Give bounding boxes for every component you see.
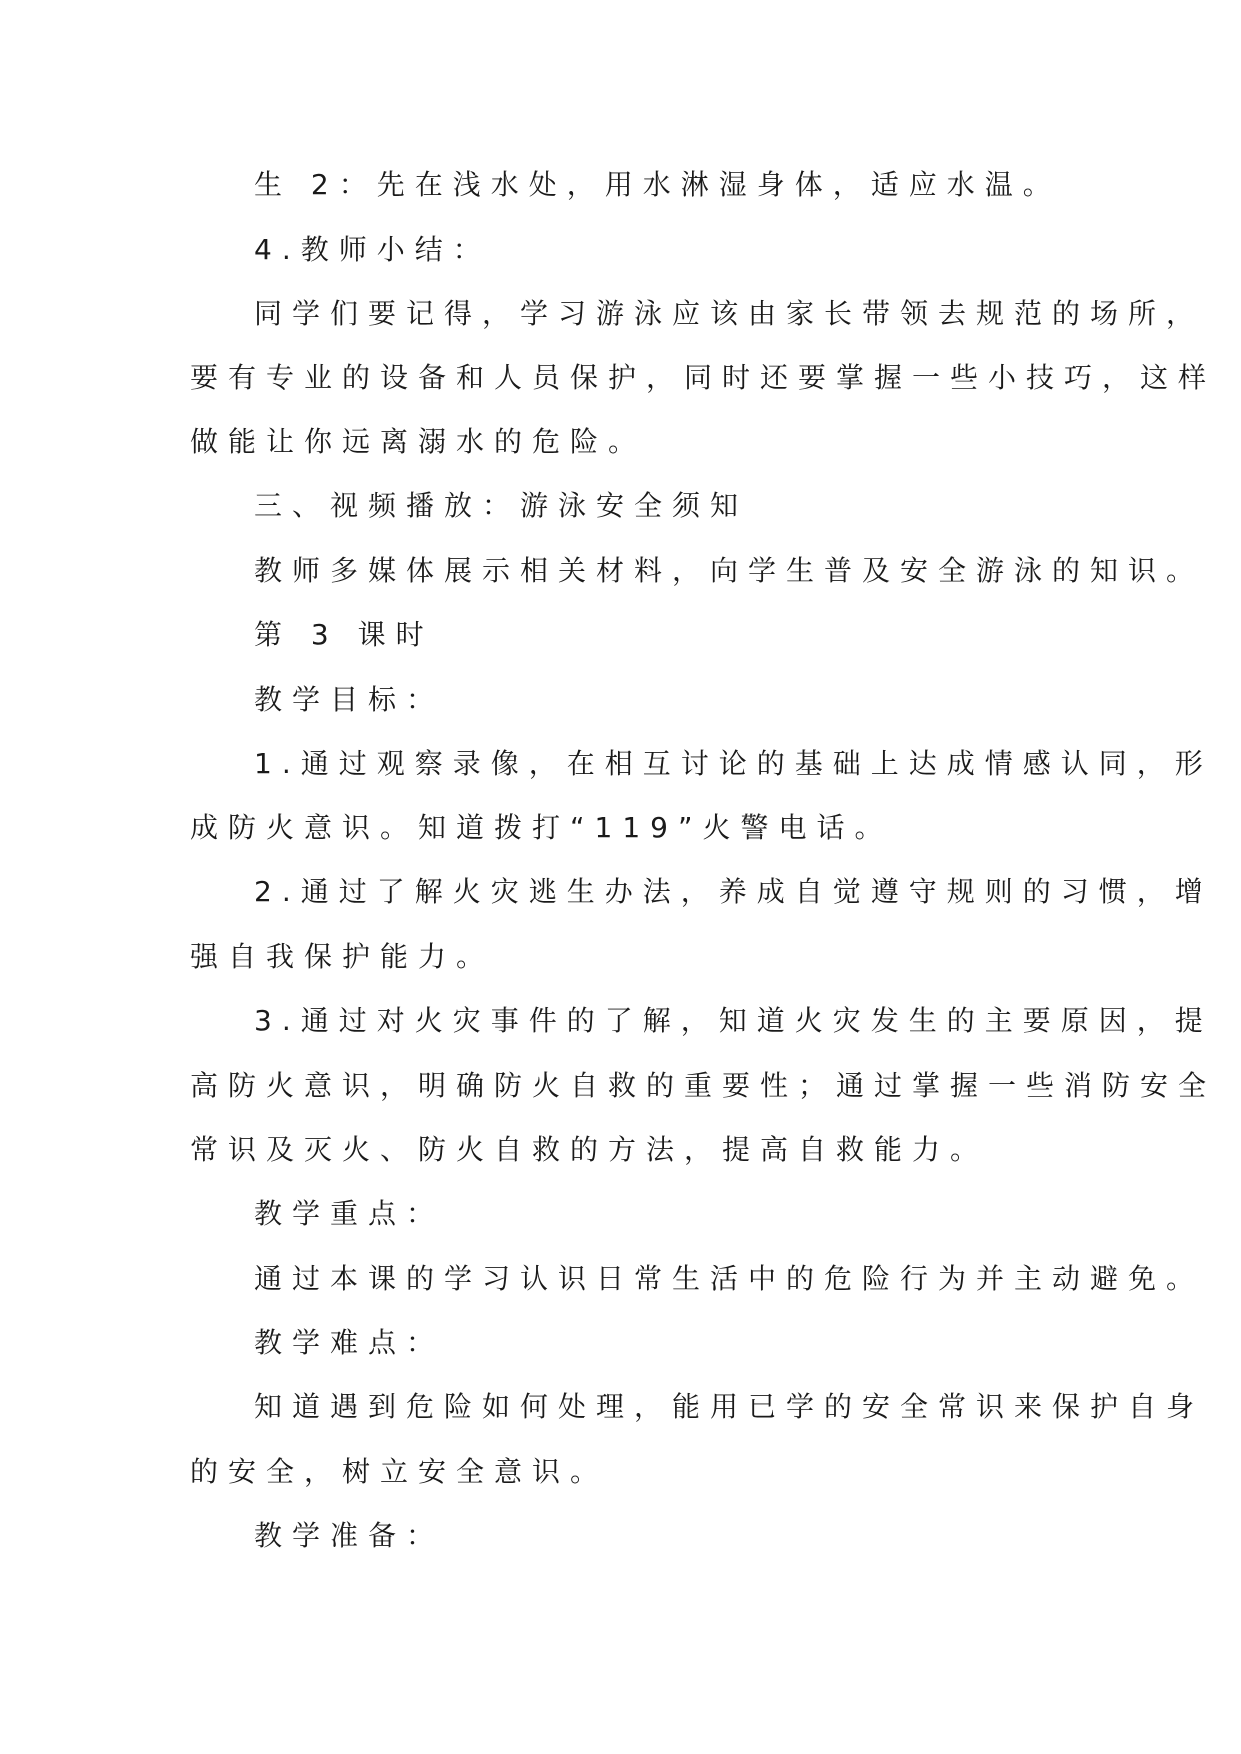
paragraph-summary-line-1: 同学们要记得，学习游泳应该由家长带领去规范的场所， <box>254 297 1205 330</box>
objective-3-line-3: 常识及灭火、防火自救的方法，提高自救能力。 <box>190 1133 989 1166</box>
paragraph-summary-line-2: 要有专业的设备和人员保护，同时还要掌握一些小技巧，这样 <box>190 361 1217 394</box>
paragraph-key-points: 通过本课的学习认识日常生活中的危险行为并主动避免。 <box>254 1262 1205 1295</box>
paragraph-summary-line-3: 做能让你远离溺水的危险。 <box>190 425 647 458</box>
paragraph-difficulties-line-2: 的安全，树立安全意识。 <box>190 1455 609 1488</box>
heading-key-points: 教学重点： <box>254 1197 445 1230</box>
objective-2-line-1: 2.通过了解火灾逃生办法，养成自觉遵守规则的习惯，增 <box>254 875 1213 908</box>
paragraph-multimedia: 教师多媒体展示相关材料，向学生普及安全游泳的知识。 <box>254 554 1205 587</box>
heading-difficulties: 教学难点： <box>254 1326 445 1359</box>
heading-lesson-3: 第 3 课时 <box>254 618 434 651</box>
objective-3-line-2: 高防火意识，明确防火自救的重要性；通过掌握一些消防安全 <box>190 1069 1217 1102</box>
heading-teaching-preparation: 教学准备： <box>254 1519 445 1552</box>
objective-2-line-2: 强自我保护能力。 <box>190 940 495 973</box>
paragraph-difficulties-line-1: 知道遇到危险如何处理，能用已学的安全常识来保护自身 <box>254 1390 1205 1423</box>
objective-1-line-2: 成防火意识。知道拨打“119”火警电话。 <box>190 811 893 844</box>
paragraph-student-2-answer: 生 2：先在浅水处，用水淋湿身体，适应水温。 <box>254 168 1061 201</box>
heading-teaching-objectives: 教学目标： <box>254 683 445 716</box>
objective-1-line-1: 1.通过观察录像，在相互讨论的基础上达成情感认同，形 <box>254 747 1213 780</box>
heading-teacher-summary: 4.教师小结： <box>254 233 491 266</box>
objective-3-line-1: 3.通过对火灾事件的了解，知道火灾发生的主要原因，提 <box>254 1004 1213 1037</box>
heading-video-playback: 三、视频播放：游泳安全须知 <box>254 489 749 522</box>
